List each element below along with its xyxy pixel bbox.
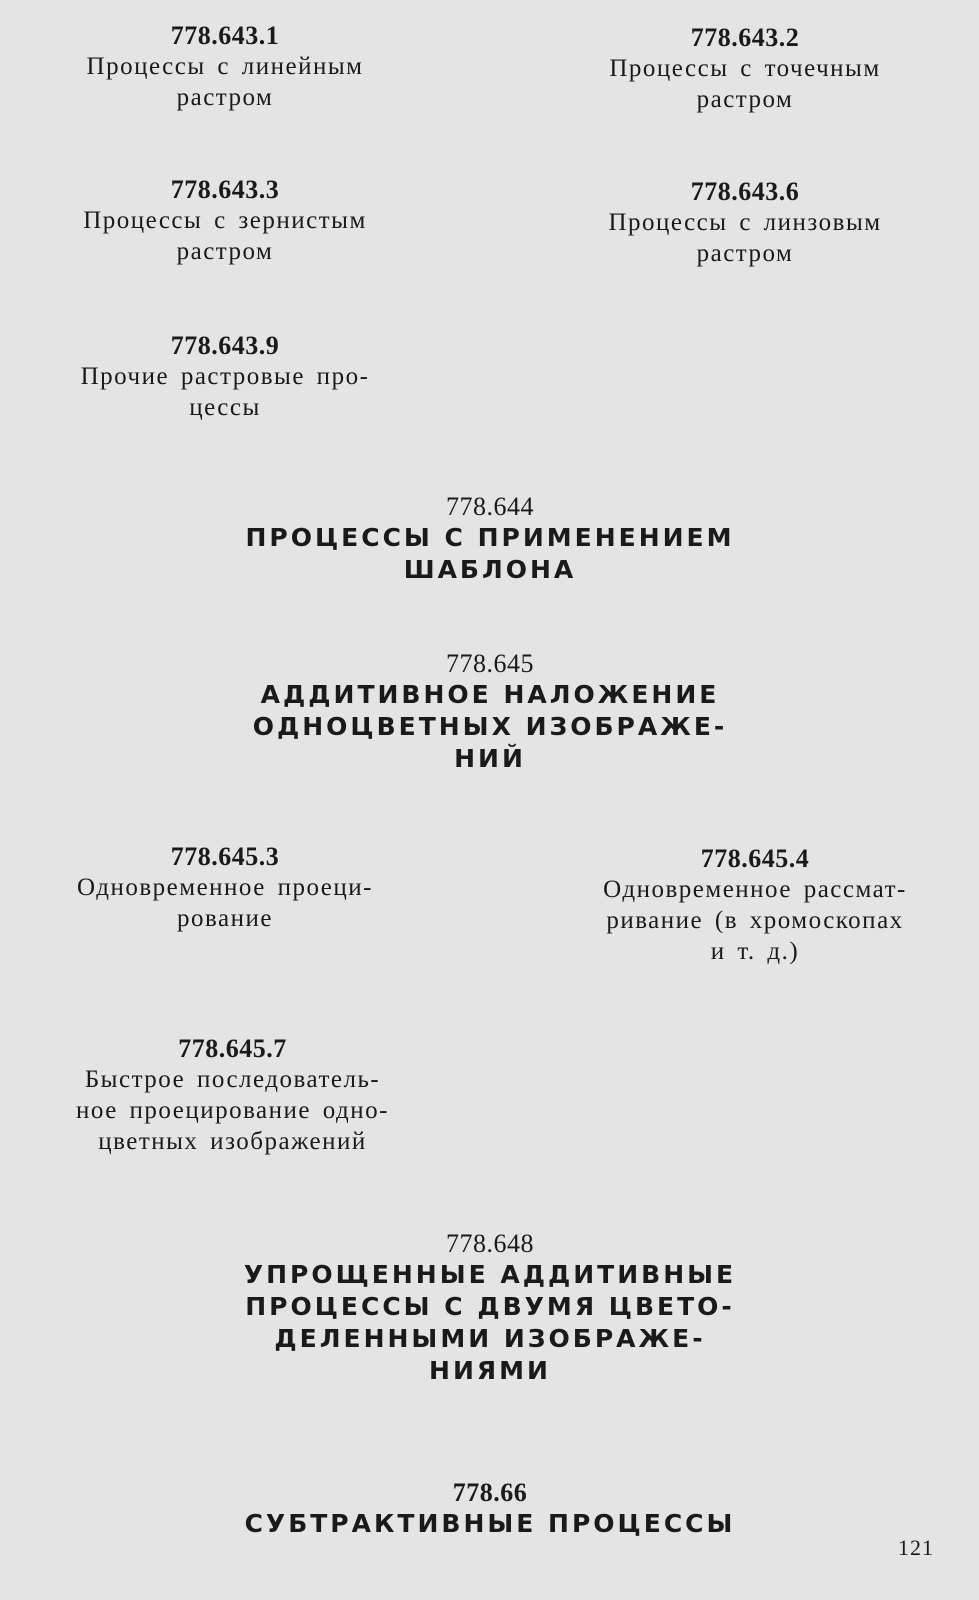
entry-778-643-6 (560, 176, 930, 269)
entry-code: 778.645.7 (178, 1034, 287, 1063)
section-code: 778.648 (446, 1229, 534, 1258)
entry-description: Быстрое последователь- ное проецирование одно- цветных изображений (76, 1066, 389, 1155)
section-title: АДДИТИВНОЕ НАЛОЖЕНИЕ ОДНОЦВЕТНЫХ ИЗОБРАЖЕ- НИЙ (252, 680, 728, 773)
section-778-644 (190, 491, 790, 586)
page-number: 121 (898, 1535, 934, 1560)
entry-description: Одновременное проеци- рование (77, 874, 373, 932)
entry-778-645-3 (40, 841, 410, 934)
entry-code: 778.643.2 (690, 23, 800, 52)
entry-code: 778.645.3 (170, 842, 280, 871)
entry-code: 778.643.3 (170, 175, 280, 204)
entry-description: Процессы с линейным растром (86, 53, 364, 111)
section-code: 778.66 (452, 1478, 528, 1507)
entry-code: 778.643.1 (170, 21, 280, 50)
entry-code: 778.643.6 (690, 177, 800, 206)
entry-description: Процессы с зернистым растром (83, 207, 367, 265)
entry-description: Одновременное рассмат- ривание (в хромоскопах и т. д.) (603, 876, 907, 965)
section-code: 778.644 (446, 492, 534, 521)
entry-code: 778.645.4 (700, 844, 810, 873)
section-title: УПРОЩЕННЫЕ АДДИТИВНЫЕ ПРОЦЕССЫ С ДВУМЯ ЦВЕТО- ДЕЛЕННЫМИ ИЗОБРАЖЕ- НИЯМИ (243, 1260, 737, 1385)
entry-description: Прочие растровые про- цессы (80, 363, 370, 421)
entry-description: Процессы с линзовым растром (608, 209, 882, 267)
section-778-66 (190, 1477, 790, 1540)
section-title: ПРОЦЕССЫ С ПРИМЕНЕНИЕМ ШАБЛОНА (245, 523, 735, 584)
entry-778-643-9 (40, 330, 410, 423)
entry-778-643-3 (40, 174, 410, 267)
section-title: СУБТРАКТИВНЫЕ ПРОЦЕССЫ (244, 1509, 736, 1538)
entry-778-643-2 (560, 22, 930, 115)
entry-778-645-7 (30, 1033, 435, 1157)
section-code: 778.645 (446, 649, 534, 678)
section-778-645 (190, 648, 790, 775)
entry-778-643-1 (40, 20, 410, 113)
section-778-648 (190, 1228, 790, 1387)
entry-description: Процессы с точечным растром (609, 55, 881, 113)
entry-778-645-4 (560, 843, 950, 967)
entry-code: 778.643.9 (170, 331, 280, 360)
